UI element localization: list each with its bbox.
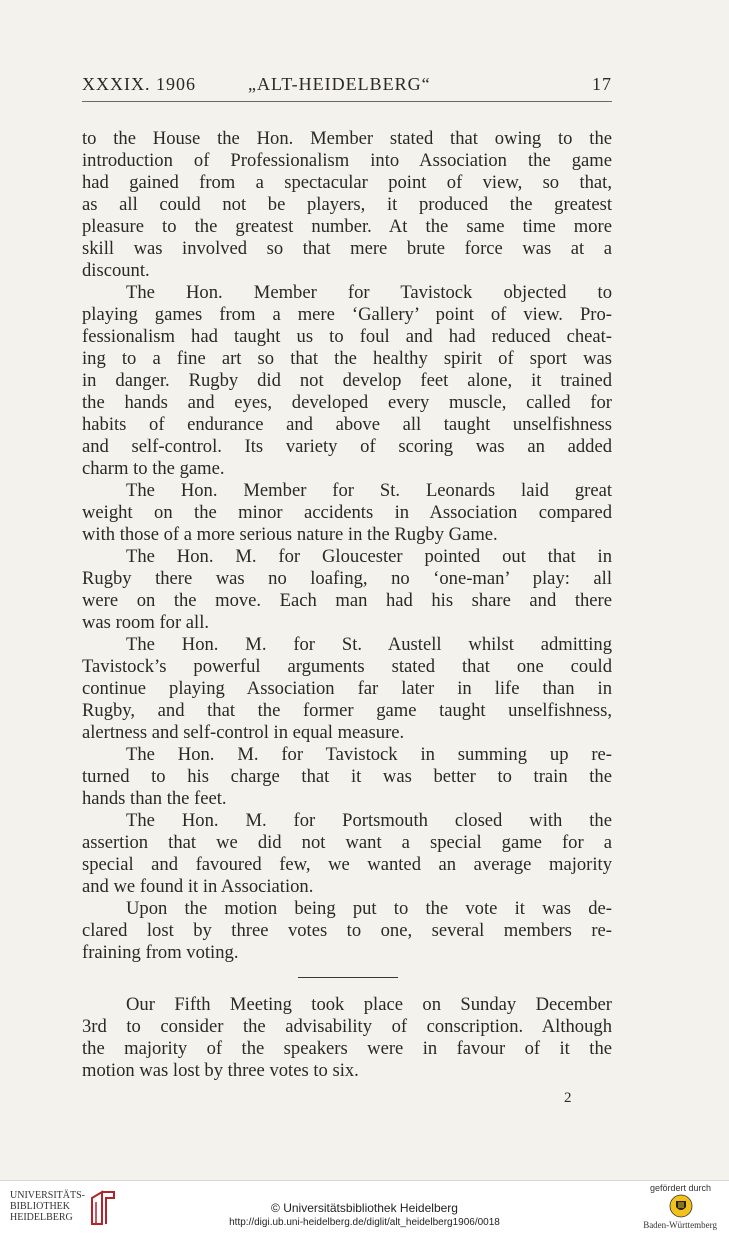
text-line: had gained from a spectacular point of view, so that,	[82, 172, 612, 193]
text-line: the hands and eyes, developed every muscle, called for	[82, 392, 612, 413]
text-line: and self-control. Its variety of scoring was an added	[82, 436, 612, 457]
text-line: Tavistock’s powerful arguments stated that one could	[82, 656, 612, 677]
text-line: fessionalism had taught us to foul and had reduced cheat-	[82, 326, 612, 347]
text-line: The Hon. Member for St. Leonards laid great	[126, 480, 612, 501]
funder-name: Baden-Württemberg	[643, 1220, 717, 1230]
text-line: The Hon. Member for Tavistock objected to	[126, 282, 612, 303]
volume-year: XXXIX. 1906	[82, 74, 196, 94]
text-line: clared lost by three votes to one, several members re-	[82, 920, 612, 941]
text-line: Rugby, and that the former game taught unselfishness,	[82, 700, 612, 721]
text-line: 3rd to consider the advisability of conscription. Although	[82, 1016, 612, 1037]
text-line: fraining from voting.	[82, 942, 239, 963]
section-divider	[298, 977, 398, 978]
text-line: The Hon. M. for Gloucester pointed out that in	[126, 546, 612, 567]
text-line: special and favoured few, we wanted an average majority	[82, 854, 612, 875]
text-line: to the House the Hon. Member stated that owing to the	[82, 128, 612, 149]
text-line: in danger. Rugby did not develop feet alone, it trained	[82, 370, 612, 391]
funder-label: gefördert durch	[649, 1183, 711, 1193]
text-line: hands than the feet.	[82, 788, 227, 809]
text-line: ing to a fine art so that the healthy spirit of sport was	[82, 348, 612, 369]
text-line: Rugby there was no loafing, no ‘one-man’ play: all	[82, 568, 612, 589]
page-number: 17	[592, 74, 612, 94]
text-line: The Hon. M. for Portsmouth closed with the	[126, 810, 612, 831]
text-line: Upon the motion being put to the vote it was de-	[126, 898, 612, 919]
text-line: were on the move. Each man had his share and there	[82, 590, 612, 611]
text-line: turned to his charge that it was better to train the	[82, 766, 612, 787]
text-line: continue playing Association far later in life than in	[82, 678, 612, 699]
text-line: was room for all.	[82, 612, 210, 633]
text-line: pleasure to the greatest number. At the same time more	[82, 216, 612, 237]
text-line: weight on the minor accidents in Association compared	[82, 502, 612, 523]
signature-mark: 2	[564, 1090, 572, 1106]
text-line: habits of endurance and above all taught unselfishness	[82, 414, 612, 435]
text-line: with those of a more serious nature in the Rugby Game.	[82, 524, 498, 545]
header-rule	[82, 101, 612, 102]
text-block-main	[82, 128, 612, 964]
text-line: playing games from a mere ‘Gallery’ point of view. Pro-	[82, 304, 612, 325]
library-name: UNIVERSITÄTS- BIBLIOTHEK HEIDELBERG	[10, 1190, 85, 1223]
text-line: assertion that we did not want a special game for a	[82, 832, 612, 853]
text-line: charm to the game.	[82, 458, 225, 479]
text-line: The Hon. M. for St. Austell whilst admitting	[126, 634, 612, 655]
text-line: introduction of Professionalism into Association the game	[82, 150, 612, 171]
journal-title: „ALT-HEIDELBERG“	[248, 74, 431, 94]
text-line: Our Fifth Meeting took place on Sunday December	[126, 994, 612, 1015]
text-line: skill was involved so that mere brute force was at a	[82, 238, 612, 259]
text-line: discount.	[82, 260, 150, 281]
permalink-url[interactable]: http://digi.ub.uni-heidelberg.de/diglit/alt_heidelberg1906/0018	[229, 1217, 500, 1228]
text-line: alertness and self-control in equal measure.	[82, 722, 405, 743]
text-block-fifth-meeting	[82, 994, 612, 1082]
state-coat-of-arms-icon	[669, 1194, 693, 1218]
text-line: the majority of the speakers were in favour of it the	[82, 1038, 612, 1059]
text-line: motion was lost by three votes to six.	[82, 1060, 359, 1081]
text-line: and we found it in Association.	[82, 876, 314, 897]
digitization-footer	[0, 1180, 729, 1234]
text-line: The Hon. M. for Tavistock in summing up re-	[126, 744, 612, 765]
text-line: as all could not be players, it produced the greatest	[82, 194, 612, 215]
copyright-notice: © Universitätsbibliothek Heidelberg	[271, 1201, 458, 1215]
running-header	[82, 74, 612, 100]
